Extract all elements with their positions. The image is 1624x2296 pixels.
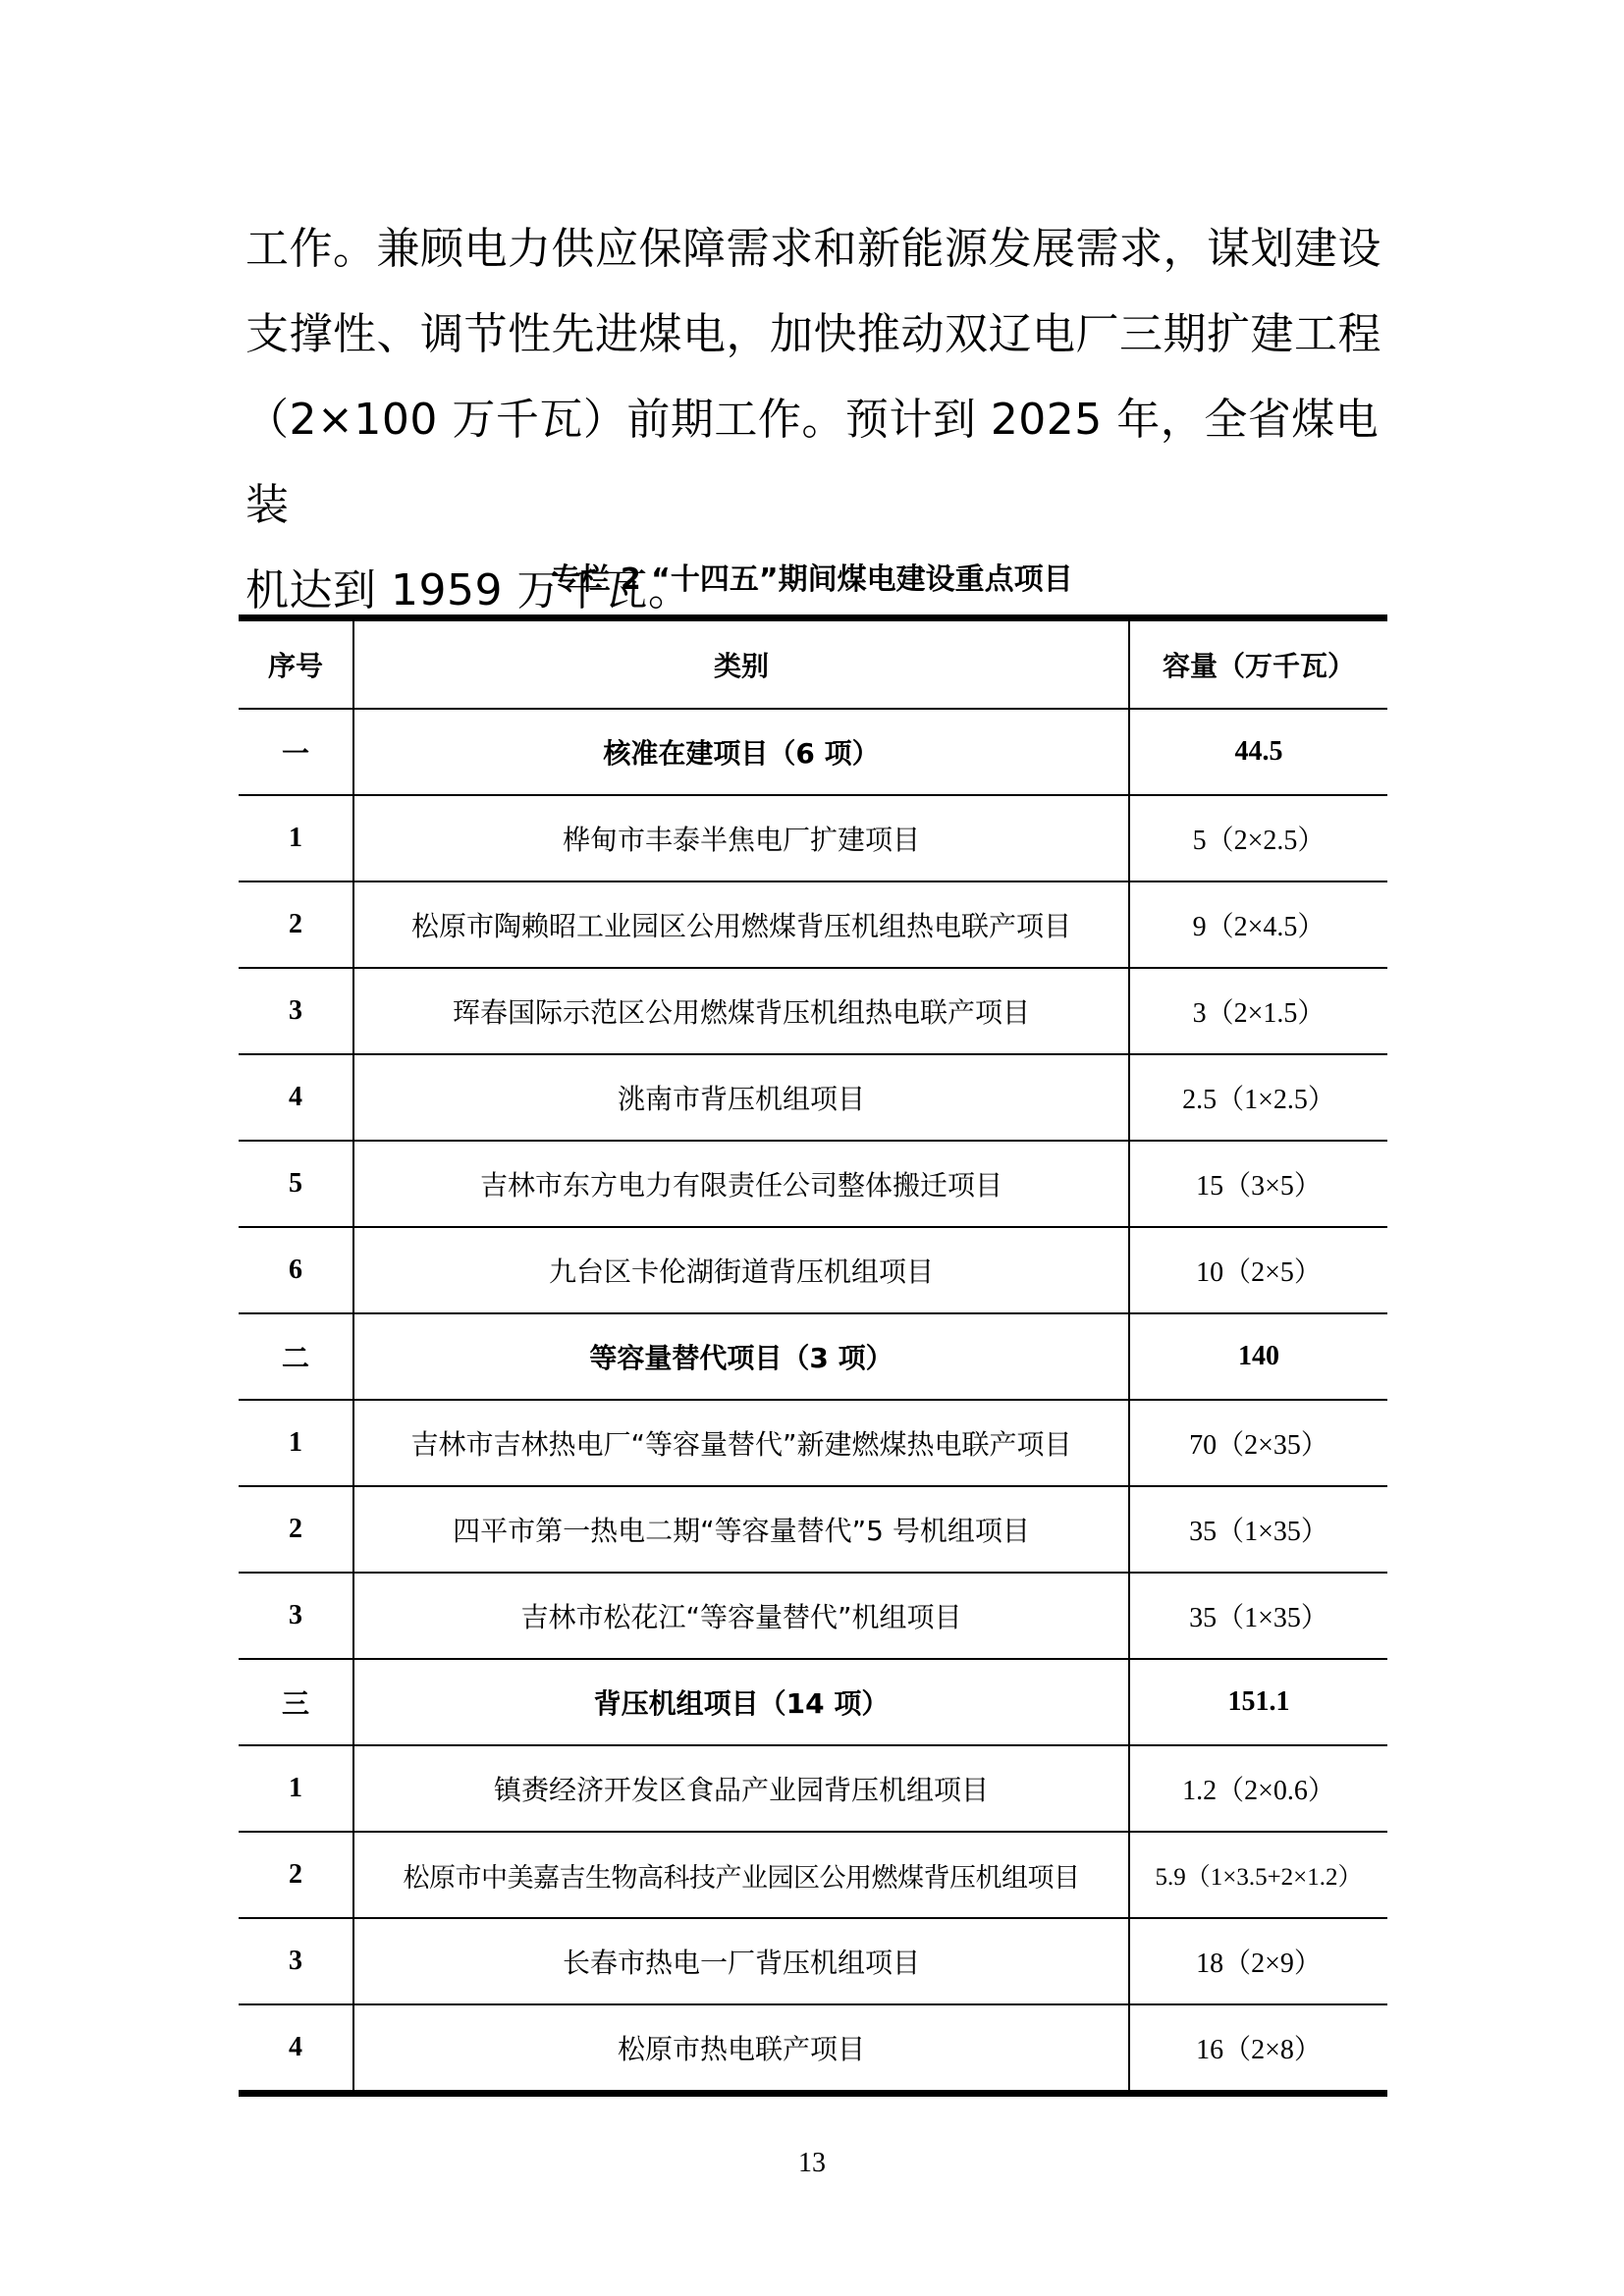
table-row <box>239 1745 1387 1832</box>
row-name: 四平市第一热电二期“等容量替代”5 号机组项目 <box>353 1486 1129 1573</box>
row-capacity: 35（1×35） <box>1129 1573 1387 1659</box>
table-header-row <box>239 618 1387 710</box>
table-section-row <box>239 1659 1387 1745</box>
table-row <box>239 1141 1387 1227</box>
row-name: 吉林市吉林热电厂“等容量替代”新建燃煤热电联产项目 <box>353 1400 1129 1486</box>
row-index: 三 <box>239 1659 353 1745</box>
table-caption: 专栏 2 “十四五”期间煤电建设重点项目 <box>551 562 1073 597</box>
row-name: 松原市热电联产项目 <box>353 2004 1129 2094</box>
row-index: 3 <box>239 968 353 1054</box>
row-capacity: 9（2×4.5） <box>1129 881 1387 968</box>
table-section-row <box>239 709 1387 795</box>
row-capacity: 44.5 <box>1129 709 1387 795</box>
row-capacity: 151.1 <box>1129 1659 1387 1745</box>
table-row <box>239 881 1387 968</box>
row-name: 等容量替代项目（3 项） <box>353 1313 1129 1400</box>
row-name: 背压机组项目（14 项） <box>353 1659 1129 1745</box>
row-name: 长春市热电一厂背压机组项目 <box>353 1918 1129 2004</box>
row-capacity: 5（2×2.5） <box>1129 795 1387 881</box>
row-name: 松原市陶赖昭工业园区公用燃煤背压机组热电联产项目 <box>353 881 1129 968</box>
table-row <box>239 1486 1387 1573</box>
header-index: 序号 <box>239 618 353 710</box>
row-index: 1 <box>239 1745 353 1832</box>
header-category: 类别 <box>353 618 1129 710</box>
row-name: 桦甸市丰泰半焦电厂扩建项目 <box>353 795 1129 881</box>
row-capacity: 70（2×35） <box>1129 1400 1387 1486</box>
row-index: 4 <box>239 1054 353 1141</box>
row-name: 吉林市松花江“等容量替代”机组项目 <box>353 1573 1129 1659</box>
row-name: 珲春国际示范区公用燃煤背压机组热电联产项目 <box>353 968 1129 1054</box>
row-index: 2 <box>239 1832 353 1918</box>
table-row <box>239 1832 1387 1918</box>
row-index: 6 <box>239 1227 353 1313</box>
table-row <box>239 1054 1387 1141</box>
header-capacity: 容量（万千瓦） <box>1129 618 1387 710</box>
table-row <box>239 1227 1387 1313</box>
row-name: 镇赉经济开发区食品产业园背压机组项目 <box>353 1745 1129 1832</box>
row-capacity: 16（2×8） <box>1129 2004 1387 2094</box>
row-index: 1 <box>239 1400 353 1486</box>
page-number: 13 <box>798 2148 826 2178</box>
row-capacity: 18（2×9） <box>1129 1918 1387 2004</box>
row-capacity: 5.9（1×3.5+2×1.2） <box>1129 1832 1387 1918</box>
body-line: （2×100 万千瓦）前期工作。预计到 2025 年，全省煤电装 <box>245 395 1380 530</box>
row-index: 二 <box>239 1313 353 1400</box>
row-capacity: 35（1×35） <box>1129 1486 1387 1573</box>
body-line: 工作。兼顾电力供应保障需求和新能源发展需求，谋划建设 <box>245 224 1381 274</box>
row-name: 吉林市东方电力有限责任公司整体搬迁项目 <box>353 1141 1129 1227</box>
row-index: 3 <box>239 1918 353 2004</box>
table-row <box>239 1400 1387 1486</box>
body-line: 支撑性、调节性先进煤电，加快推动双辽电厂三期扩建工程 <box>245 309 1381 359</box>
row-index: 3 <box>239 1573 353 1659</box>
row-index: 4 <box>239 2004 353 2094</box>
row-capacity: 2.5（1×2.5） <box>1129 1054 1387 1141</box>
table-section-row <box>239 1313 1387 1400</box>
row-index: 一 <box>239 709 353 795</box>
row-capacity: 1.2（2×0.6） <box>1129 1745 1387 1832</box>
row-name: 洮南市背压机组项目 <box>353 1054 1129 1141</box>
row-capacity: 15（3×5） <box>1129 1141 1387 1227</box>
table-row <box>239 1573 1387 1659</box>
body-line: 机达到 1959 万千瓦。 <box>245 565 692 615</box>
row-name: 核准在建项目（6 项） <box>353 709 1129 795</box>
table-row <box>239 795 1387 881</box>
coal-power-projects-table <box>239 614 1387 2097</box>
table-row <box>239 968 1387 1054</box>
table-row <box>239 1918 1387 2004</box>
table-row <box>239 2004 1387 2094</box>
row-capacity: 140 <box>1129 1313 1387 1400</box>
row-capacity: 3（2×1.5） <box>1129 968 1387 1054</box>
row-index: 5 <box>239 1141 353 1227</box>
row-name: 松原市中美嘉吉生物高科技产业园区公用燃煤背压机组项目 <box>353 1832 1129 1918</box>
row-capacity: 10（2×5） <box>1129 1227 1387 1313</box>
row-index: 2 <box>239 881 353 968</box>
row-index: 1 <box>239 795 353 881</box>
row-name: 九台区卡伦湖街道背压机组项目 <box>353 1227 1129 1313</box>
row-index: 2 <box>239 1486 353 1573</box>
